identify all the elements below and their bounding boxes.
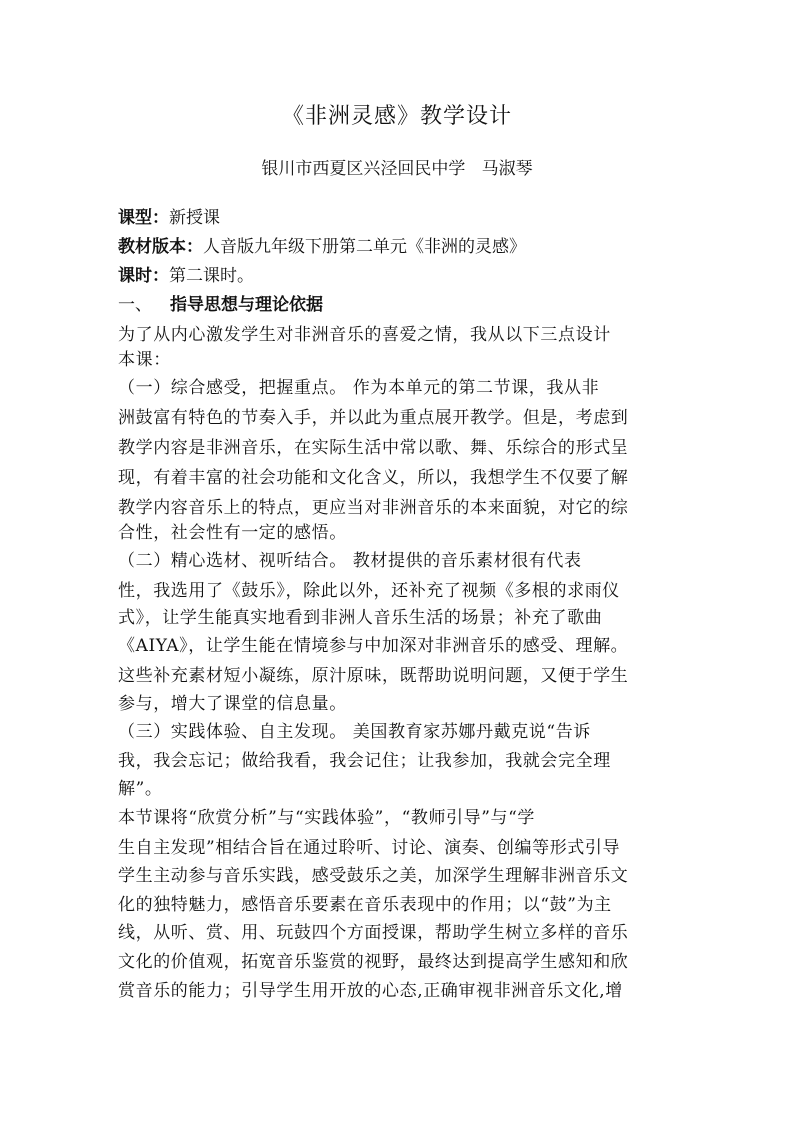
- section-title: 指导思想与理论依据: [170, 295, 323, 315]
- body-line: 线，从听、赏、用、玩鼓四个方面授课，帮助学生树立多样的音乐: [118, 923, 629, 943]
- meta-course-type: [118, 203, 698, 233]
- section-number: 一、: [118, 295, 152, 315]
- body-line: 为了从内心激发学生对非洲音乐的喜爱之情，我从以下三点设计: [118, 325, 611, 345]
- body-line: 本节课将“欣赏分析”与“实践体验”，“教师引导”与“学: [118, 808, 536, 828]
- author-line: 银川市西夏区兴泾回民中学 马淑琴: [261, 159, 533, 179]
- body-line: 现，有着丰富的社会功能和文化含义，所以，我想学生不仅要了解: [118, 468, 629, 488]
- body-line: （三）实践体验、自主发现。 美国教育家苏娜丹戴克说“告诉: [118, 722, 591, 742]
- body-line: 文化的价值观，拓宽音乐鉴赏的视野，最终达到提高学生感知和欣: [118, 952, 629, 972]
- body-line: 生自主发现”相结合旨在通过聆听、讨论、演奏、创编等形式引导: [118, 838, 621, 858]
- body-line: 洲鼓富有特色的节奏入手，并以此为重点展开教学。但是，考虑到: [118, 408, 629, 428]
- body-line: 化的独特魅力，感悟音乐要素在音乐表现中的作用；以“鼓”为主: [118, 895, 612, 915]
- body-line: 教学内容是非洲音乐，在实际生活中常以歌、舞、乐综合的形式呈: [118, 438, 629, 458]
- body-line: 合性，社会性有一定的感悟。: [118, 523, 347, 543]
- body-line: 解”。: [118, 779, 163, 799]
- body-line: （二）精心选材、视听结合。 教材提供的音乐素材很有代表: [118, 551, 582, 571]
- meta-label: 课型：: [118, 208, 169, 228]
- document-title: 《非洲灵感》教学设计: [281, 104, 512, 129]
- section-heading: [118, 290, 698, 320]
- body-line: 式》，让学生能真实地看到非洲人音乐生活的场景；补充了歌曲: [118, 608, 603, 628]
- body-line: 本课：: [118, 350, 171, 370]
- body-line: （一）综合感受，把握重点。 作为本单元的第二节课，我从非: [118, 378, 600, 398]
- body-line: 这些补充素材短小凝练，原汁原味，既帮助说明问题，又便于学生: [118, 666, 629, 686]
- body-line: 性，我选用了《鼓乐》，除此以外，还补充了视频《多根的求雨仪: [118, 581, 620, 601]
- body-line: 我，我会忘记；做给我看，我会记住；让我参加，我就会完全理: [118, 751, 611, 771]
- body-line: 参与，增大了课堂的信息量。: [118, 694, 347, 714]
- body-line: 学生主动参与音乐实践，感受鼓乐之美，加深学生理解非洲音乐文: [118, 866, 629, 886]
- body-line: 《AIYA》，让学生能在情境参与中加深对非洲音乐的感受、理解。: [118, 636, 629, 656]
- meta-value: 新授课: [169, 208, 220, 228]
- meta-textbook-edition: [118, 232, 698, 262]
- meta-value: 第二课时。: [169, 266, 254, 286]
- meta-label: 课时：: [118, 266, 169, 286]
- body-line: 教学内容音乐上的特点，更应当对非洲音乐的本来面貌，对它的综: [118, 498, 629, 518]
- meta-label: 教材版本：: [118, 237, 203, 257]
- body-line: 赏音乐的能力；引导学生用开放的心态,正确审视非洲音乐文化,增: [118, 981, 623, 1001]
- meta-value: 人音版九年级下册第二单元《非洲的灵感》: [203, 237, 526, 257]
- meta-class-period: [118, 261, 698, 291]
